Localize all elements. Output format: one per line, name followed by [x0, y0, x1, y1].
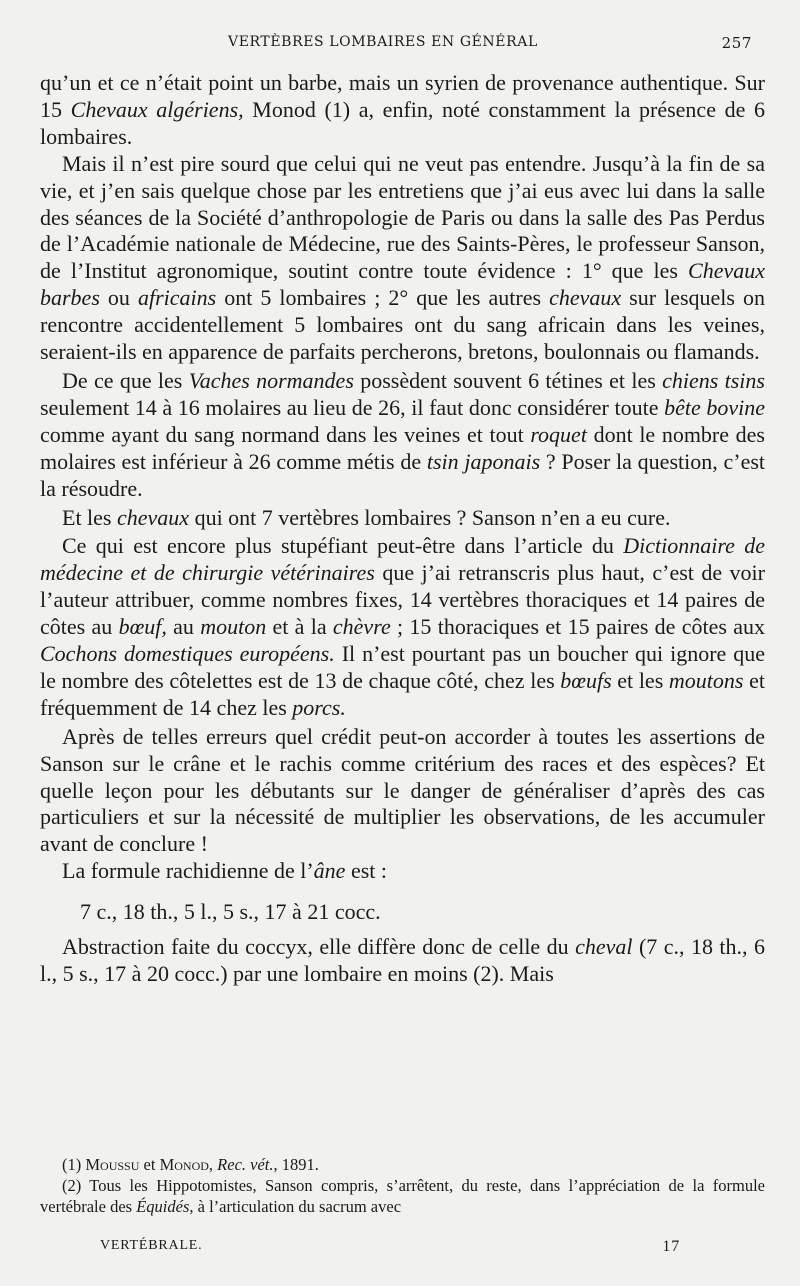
text-run: De ce que les	[62, 367, 189, 393]
small-caps-run: Monod	[159, 1155, 209, 1174]
text-run: Mais il n’est pire sourd que celui qui ne veut pas entendre. Jusqu’à la fin de sa vie, et j’en sais quelque chose par les entretiens que j’ai eus avec lui dans la salle des séances de la Société d’anthropologie de Paris ou dans la salle des Pas Perdus de l’Académie nationale de Médecine, rue des Saints-Pères, le professeur Sanson, de l’Institut agronomique, soutint contre toute évidence : 1° que les	[40, 150, 765, 284]
text-run: et	[139, 1155, 160, 1174]
signature-number: 17	[662, 1238, 680, 1255]
paragraph-2	[40, 151, 765, 366]
paragraph-final	[40, 934, 765, 988]
paragraph-7	[40, 858, 765, 885]
small-caps-run: Moussu	[85, 1155, 140, 1174]
vertebral-formula: 7 c., 18 th., 5 l., 5 s., 17 à 21 cocc.	[80, 899, 381, 925]
italic-run: roquet	[530, 421, 587, 447]
italic-run: mouton	[200, 614, 267, 640]
text-run: ou	[99, 285, 138, 311]
text-run: dont le nombre des molaires est inférieur à 26 comme métis de	[40, 421, 765, 474]
footnote-1	[40, 1154, 765, 1175]
text-run: (1)	[62, 1155, 86, 1174]
italic-run: porcs.	[292, 694, 346, 720]
italic-run: chevaux	[117, 504, 190, 530]
text-run: ; 15 thoraciques et 15 paires de côtes aux	[390, 614, 765, 640]
italic-run: Équidés	[136, 1197, 190, 1216]
text-run: ont 5 lombaires ; 2° que les autres	[216, 285, 550, 311]
italic-run: chiens tsins	[662, 367, 765, 393]
text-run: qu’un et ce n’était point un barbe, mais un syrien de provenance authentique. Sur 15	[40, 70, 765, 122]
italic-run: Vaches normandes	[188, 367, 354, 393]
paragraph-6	[40, 724, 765, 859]
text-run: Monod (1) a, enfin, noté constamment la présence de 6 lombaires.	[40, 96, 765, 149]
text-run: , 1891.	[273, 1155, 319, 1174]
italic-run: chevaux	[549, 285, 622, 311]
paragraph-3	[40, 368, 765, 503]
paragraph-4	[40, 505, 765, 532]
italic-run: Dictionnaire de médecine et de chirurgie vétérinaires	[40, 533, 765, 586]
italic-run: moutons	[668, 667, 744, 693]
text-run: ? Poser la question, c’est la résoudre.	[40, 448, 766, 501]
italic-run: tsin japonais	[426, 448, 541, 474]
italic-run: cheval	[575, 934, 633, 960]
italic-run: Cochons domestiques européens.	[40, 641, 335, 667]
text-run: Après de telles erreurs quel crédit peut-on accorder à toutes les assertions de Sanson sur le crâne et le rachis comme critérium des races et des espèces? Et quelle leçon pour les débutants sur le danger de généraliser d’après des cas particuliers et sur la nécessité de multiplier les observations, de les accumuler avant de conclure !	[40, 723, 765, 857]
italic-run: bœuf,	[118, 614, 167, 640]
text-run: Il n’est pourtant pas un boucher qui ignore que le nombre des côtelettes est de 13 de chaque côté, chez les	[40, 641, 765, 693]
page-number: 257	[721, 34, 752, 52]
text-run: sur lesquels on rencontre accidentellement 5 lombaires ont du sang africain dans les veines, seraient-ils en apparence de parfaits percherons, bretons, boulonnais ou flamands.	[40, 285, 766, 365]
text-run: , à l’articulation du sacrum avec	[189, 1197, 402, 1216]
text-run: (7 c., 18 th., 6 l., 5 s., 17 à 20 cocc.) par une lombaire en moins (2). Mais	[40, 934, 766, 986]
text-run: Abstraction faite du coccyx, elle diffère donc de celle du	[62, 934, 576, 960]
running-title: VERTÈBRES LOMBAIRES EN GÉNÉRAL	[228, 34, 538, 50]
text-run: qui ont 7 vertèbres lombaires ? Sanson n’en a eu cure.	[189, 504, 671, 530]
text-run: seulement 14 à 16 molaires au lieu de 26, il faut donc considérer toute	[40, 394, 665, 420]
paragraph-1	[40, 70, 765, 151]
italic-run: africains	[137, 285, 217, 311]
italic-run: bœufs	[560, 667, 612, 693]
text-run: ,	[208, 1155, 218, 1174]
running-header	[40, 34, 760, 54]
text-run: et à la	[266, 614, 333, 640]
italic-run: Chevaux barbes	[40, 258, 765, 311]
text-run: Ce qui est encore plus stupéfiant peut-être dans l’article du	[62, 533, 624, 559]
italic-run: âne	[313, 858, 346, 884]
signature-mark	[100, 1238, 700, 1258]
body-text	[40, 70, 765, 988]
paragraph-5	[40, 533, 765, 721]
signature-label: VERTÉBRALE.	[100, 1238, 203, 1253]
text-run: au	[166, 614, 201, 640]
text-run: Et les	[62, 504, 117, 530]
text-run: (2) Tous les Hippotomistes, Sanson compris, s’arrêtent, du reste, dans l’appréciation de la formule vertébrale des	[40, 1176, 765, 1216]
italic-run: bête bovine	[664, 394, 765, 420]
text-run: La formule rachidienne de l’	[62, 858, 314, 884]
text-run: et les	[611, 667, 669, 693]
text-run: possèdent souvent 6 tétines et les	[353, 367, 663, 393]
text-run: comme ayant du sang normand dans les veines et tout	[40, 421, 531, 447]
italic-run: Chevaux algériens,	[70, 96, 244, 122]
italic-run: Rec. vét.	[217, 1155, 274, 1174]
text-run: est :	[345, 858, 387, 884]
text-run: que j’ai retranscris plus haut, c’est de voir l’auteur attribuer, comme nombres fixes, 14 vertèbres thoraciques et 14 paires de côtes au	[40, 560, 765, 640]
footnote-2	[40, 1175, 765, 1217]
text-run: et fréquemment de 14 chez les	[40, 667, 765, 720]
footnotes	[40, 1154, 765, 1217]
italic-run: chèvre	[332, 614, 391, 640]
